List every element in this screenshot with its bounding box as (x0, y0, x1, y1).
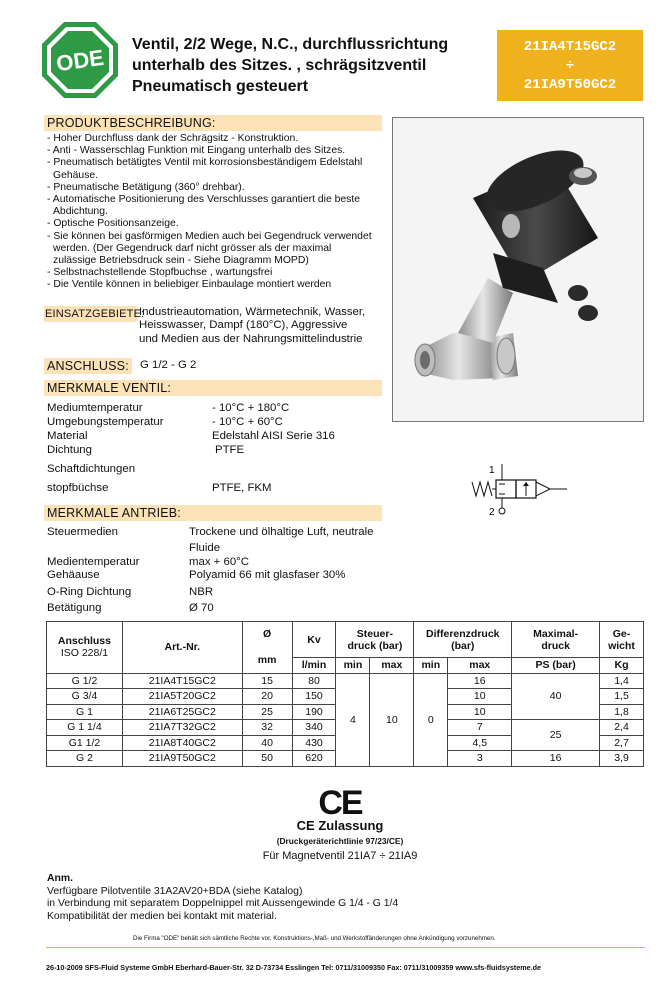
header-ps: PS (bar) (512, 658, 600, 674)
list-item: zulässige Betriebsdruck sein - Siehe Diagramm MOPD) (53, 255, 309, 267)
cell-diff-max: 4,5 (448, 735, 512, 751)
ventil-specs (47, 401, 387, 495)
cell-steuer-max: 10 (370, 673, 414, 766)
header-kg: Kg (600, 658, 644, 674)
header-kv: Kv (292, 622, 336, 658)
cell-kg: 3,9 (600, 751, 644, 767)
header-diff-max: max (448, 658, 512, 674)
spec-key: Steuermedien (47, 526, 118, 538)
cell-diff-max: 10 (448, 689, 512, 705)
cell-anschluss: G 1 1/4 (47, 720, 123, 736)
section-heading: PRODUKTBESCHREIBUNG: (47, 116, 216, 130)
cell-steuer-min: 4 (336, 673, 370, 766)
cell-kv: 620 (292, 751, 336, 767)
cell-kg: 1,5 (600, 689, 644, 705)
cell-diff-min: 0 (414, 673, 448, 766)
cell-art: 21IA6T25GC2 (122, 704, 242, 720)
ode-logo (40, 20, 120, 100)
cell-anschluss: G1 1/2 (47, 735, 123, 751)
einsatz-line: Industrieautomation, Wärmetechnik, Wasser, (139, 306, 366, 318)
spec-value: NBR (189, 586, 214, 598)
section-merkmale-ventil (44, 380, 382, 396)
cell-kv: 150 (292, 689, 336, 705)
cell-anschluss: G 1/2 (47, 673, 123, 689)
spec-value: - 10°C + 180°C (212, 402, 290, 414)
header-text: Anschluss (57, 635, 111, 648)
article-code-range (497, 30, 643, 101)
product-photo (392, 117, 644, 422)
header-text: Ø (263, 628, 272, 641)
cell-kv: 340 (292, 720, 336, 736)
port-1-label: 1 (489, 465, 495, 476)
list-item: - Selbstnachstellende Stopfbuchse , wartungsfrei (47, 267, 273, 279)
header-maximaldruck: Maximal- druck (512, 622, 600, 658)
spec-value: Polyamid 66 mit glasfaser 30% (189, 569, 346, 581)
cell-anschluss: G 3/4 (47, 689, 123, 705)
logo-text: ODE (54, 44, 106, 77)
ce-mark: CE (318, 784, 362, 822)
section-produktbeschreibung (44, 115, 382, 131)
anschluss-label: ANSCHLUSS: (44, 358, 132, 374)
table-row (47, 673, 644, 689)
cell-kv: 190 (292, 704, 336, 720)
cell-ps: 16 (512, 751, 600, 767)
title-line-3: Pneumatisch gesteuert (132, 78, 309, 95)
note-line: Verfügbare Pilotventile 31A2AV20+BDA (siehe Katalog) (47, 885, 303, 897)
spec-value: Trockene und ölhaltige Luft, neutrale (189, 526, 374, 538)
cell-kv: 80 (292, 673, 336, 689)
list-item: - Hoher Durchfluss dank der Schrägsitz - Konstruktion. (47, 133, 299, 144)
title-line-1: Ventil, 2/2 Wege, N.C., durchflussrichtung (132, 36, 449, 53)
code-separator: ÷ (565, 58, 575, 74)
product-bullet-list (47, 133, 387, 292)
cell-anschluss: G 1 (47, 704, 123, 720)
spec-key: stopfbüchse (47, 482, 109, 494)
port-2-label: 2 (489, 507, 495, 518)
cell-diameter: 25 (242, 704, 292, 720)
spec-value: - 10°C + 60°C (212, 416, 283, 428)
list-item: - Pneumatische Betätigung (360° drehbar). (47, 181, 245, 193)
header-text: ISO 228/1 (60, 647, 109, 660)
einsatzgebiete-text (139, 306, 384, 346)
cell-diff-max: 3 (448, 751, 512, 767)
list-item: - Optische Positionsanzeige. (47, 218, 179, 230)
list-item: - Sie können bei gasförmigen Medien auch bei Gegendruck verwendet (47, 230, 372, 242)
header-diff-min: min (414, 658, 448, 674)
spec-key: Dichtung (47, 444, 92, 456)
notes (47, 873, 447, 923)
cell-kv: 430 (292, 735, 336, 751)
cell-diameter: 50 (242, 751, 292, 767)
header-steuerdruck: Steuer- druck (bar) (336, 622, 414, 658)
cell-diff-max: 16 (448, 673, 512, 689)
cell-art: 21IA4T15GC2 (122, 673, 242, 689)
header-steuer-max: max (370, 658, 414, 674)
note-line: in Verbindung mit separatem Doppelnippel mit Aussengewinde G 1/4 - G 1/4 (47, 898, 399, 910)
cell-ps: 25 (512, 720, 600, 751)
cell-diameter: 40 (242, 735, 292, 751)
code-top: 21IA4T15GC2 (523, 39, 617, 55)
ce-directive: (Druckgeräterichtlinie 97/23/CE) (276, 836, 404, 846)
cell-kg: 1,4 (600, 673, 644, 689)
einsatzgebiete-label: EINSATZGEBIETE: (45, 308, 145, 320)
spec-value: Edelstahl AISI Serie 316 (212, 430, 335, 442)
spec-key: Betätigung (47, 602, 102, 614)
section-merkmale-antrieb (44, 505, 382, 521)
cell-anschluss: G 2 (47, 751, 123, 767)
page-title (132, 34, 492, 97)
antrieb-specs (47, 525, 407, 615)
header-lmin: l/min (292, 658, 336, 674)
header-diameter (242, 622, 292, 674)
spec-key: Umgebungstemperatur (47, 416, 164, 428)
list-item: - Automatische Positionierung des Verschlusses garantiert die beste (47, 194, 361, 206)
cell-ps: 40 (512, 689, 600, 705)
notes-title: Anm. (47, 873, 73, 884)
header-steuer-min: min (336, 658, 370, 674)
spec-key: Medientemperatur (47, 556, 140, 568)
cell-kg: 2,7 (600, 735, 644, 751)
header-gewicht: Ge- wicht (600, 622, 644, 658)
list-item: Abdichtung. (53, 206, 108, 218)
spec-value: PTFE (215, 444, 245, 456)
cell-art: 21IA9T50GC2 (122, 751, 242, 767)
spec-table (46, 621, 644, 767)
valve-symbol (470, 462, 570, 524)
cell-diameter: 15 (242, 673, 292, 689)
footer: 26-10-2009 SFS-Fluid Systeme GmbH Eberhard-Bauer-Str. 32 D-73734 Esslingen Tel: 0711/31009350 Fax: 0711/31009359 www.sfs-fluidsysteme.de (46, 963, 541, 972)
note-line: Kompatibilität der medien bei kontakt mit material. (47, 910, 277, 922)
rights-notice: Die Firma "ODE" behält sich sämtliche Rechte vor, Konstruktions-,Maß- und Werkstoffänderungen ohne Ankündigung vorzunehmen. (133, 935, 496, 942)
cell-kg: 1,8 (600, 704, 644, 720)
cell-art: 21IA7T32GC2 (122, 720, 242, 736)
einsatz-line: und Medien aus der Nahrungsmittelindustrie (139, 332, 363, 345)
spec-key: Schaftdichtungen (47, 463, 136, 475)
spec-value: Fluide (189, 542, 221, 554)
title-line-2: unterhalb des Sitzes. , schrägsitzventil (132, 57, 427, 74)
cell-art: 21IA8T40GC2 (122, 735, 242, 751)
spec-value: max + 60°C (189, 556, 249, 568)
spec-key: Gehäause (47, 569, 100, 581)
spec-value: Ø 70 (189, 602, 214, 614)
list-item: - Pneumatisch betätigtes Ventil mit korrosionsbeständigem Edelstahl (47, 157, 363, 169)
cell-kg: 2,4 (600, 720, 644, 736)
spec-key: O-Ring Dichtung (47, 586, 132, 598)
einsatz-line: Heisswasser, Dampf (180°C), Aggressive (139, 319, 348, 332)
spec-key: Mediumtemperatur (47, 402, 143, 414)
list-item: Gehäuse. (53, 169, 99, 181)
divider (46, 947, 645, 948)
cell-diff-max: 7 (448, 720, 512, 736)
cell-diameter: 20 (242, 689, 292, 705)
section-heading: MERKMALE VENTIL: (47, 381, 172, 395)
spec-key: Material (47, 430, 88, 442)
list-item: - Die Ventile können in beliebiger Einbaulage montiert werden (47, 279, 332, 291)
header-anschluss (47, 622, 123, 674)
header-differenzdruck: Differenzdruck (bar) (414, 622, 512, 658)
anschluss-value: G 1/2 - G 2 (140, 359, 197, 371)
cell-diff-max: 10 (448, 704, 512, 720)
ce-magnet: Für Magnetventil 21IA7 ÷ 21IA9 (262, 850, 418, 862)
list-item: werden. (Der Gegendruck darf nicht grösser als der maximal (53, 242, 332, 254)
cell-art: 21IA5T20GC2 (122, 689, 242, 705)
cell-diameter: 32 (242, 720, 292, 736)
ce-title: CE Zulassung (296, 818, 384, 833)
spec-value: PTFE, FKM (212, 482, 272, 494)
header-text: mm (257, 654, 277, 667)
section-heading: MERKMALE ANTRIEB: (47, 506, 181, 520)
list-item: - Anti - Wasserschlag Funktion mit Eingang unterhalb des Sitzes. (47, 145, 346, 157)
code-bottom: 21IA9T50GC2 (523, 77, 617, 93)
header-art: Art.-Nr. (122, 622, 242, 674)
